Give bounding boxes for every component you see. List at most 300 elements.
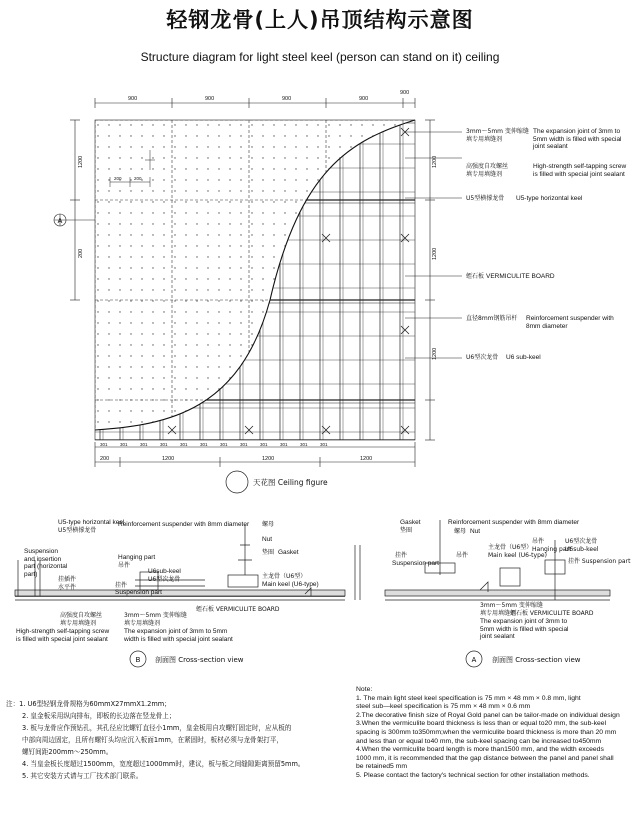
board-dot xyxy=(97,289,98,290)
board-dot xyxy=(152,377,153,378)
board-dot xyxy=(339,146,340,147)
board-dot xyxy=(218,212,219,213)
board-dot xyxy=(130,344,131,345)
board-dot xyxy=(273,377,274,378)
board-dot xyxy=(317,410,318,411)
board-dot xyxy=(262,124,263,125)
board-dot xyxy=(108,135,109,136)
board-dot xyxy=(240,344,241,345)
board-dot xyxy=(350,322,351,323)
board-dot xyxy=(251,355,252,356)
board-dot xyxy=(372,124,373,125)
board-dot xyxy=(328,355,329,356)
board-dot xyxy=(273,223,274,224)
board-dot xyxy=(185,300,186,301)
board-dot xyxy=(141,234,142,235)
board-dot xyxy=(174,300,175,301)
board-dot xyxy=(273,190,274,191)
board-dot xyxy=(97,124,98,125)
board-dot xyxy=(119,124,120,125)
board-dot xyxy=(229,190,230,191)
board-dot xyxy=(317,333,318,334)
board-dot xyxy=(174,135,175,136)
board-dot xyxy=(317,124,318,125)
a-u6sub: U6型次龙骨 U6sub-keel xyxy=(565,538,599,553)
board-dot xyxy=(284,410,285,411)
board-dot xyxy=(284,124,285,125)
board-dot xyxy=(251,201,252,202)
board-dot xyxy=(185,124,186,125)
board-dot xyxy=(130,388,131,389)
board-dot xyxy=(394,234,395,235)
board-dot xyxy=(119,333,120,334)
board-dot xyxy=(383,212,384,213)
board-dot xyxy=(163,168,164,169)
board-dot xyxy=(229,289,230,290)
board-dot xyxy=(317,322,318,323)
board-dot xyxy=(152,300,153,301)
board-dot xyxy=(141,168,142,169)
board-dot xyxy=(229,432,230,433)
board-dot xyxy=(163,432,164,433)
board-dot xyxy=(130,366,131,367)
board-dot xyxy=(273,344,274,345)
dim-left-value: 200 xyxy=(78,248,84,258)
board-dot xyxy=(229,421,230,422)
board-dot xyxy=(119,366,120,367)
board-dot xyxy=(207,300,208,301)
board-dot xyxy=(273,421,274,422)
board-dot xyxy=(339,124,340,125)
board-dot xyxy=(262,146,263,147)
board-dot xyxy=(295,322,296,323)
board-dot xyxy=(207,388,208,389)
board-dot xyxy=(251,278,252,279)
board-dot xyxy=(361,267,362,268)
board-dot xyxy=(218,146,219,147)
board-dot xyxy=(196,311,197,312)
board-dot xyxy=(328,377,329,378)
board-dot xyxy=(130,146,131,147)
board-dot xyxy=(273,135,274,136)
board-dot xyxy=(317,168,318,169)
board-dot xyxy=(185,201,186,202)
board-dot xyxy=(185,366,186,367)
board-dot xyxy=(218,135,219,136)
board-dot xyxy=(295,223,296,224)
board-dot xyxy=(174,377,175,378)
board-dot xyxy=(394,223,395,224)
board-dot xyxy=(350,234,351,235)
board-dot xyxy=(328,157,329,158)
board-dot xyxy=(130,432,131,433)
board-dot xyxy=(119,410,120,411)
board-dot xyxy=(196,212,197,213)
board-dot xyxy=(262,234,263,235)
board-dot xyxy=(405,410,406,411)
board-dot xyxy=(361,421,362,422)
board-dot xyxy=(273,432,274,433)
board-dot xyxy=(185,267,186,268)
dim-inner-value: 200 xyxy=(134,176,142,181)
b-reinf: Reinforcement suspender with 8mm diameter xyxy=(118,521,250,528)
board-dot xyxy=(152,333,153,334)
board-dot xyxy=(218,179,219,180)
board-dot xyxy=(185,388,186,389)
board-dot xyxy=(152,223,153,224)
board-dot xyxy=(372,168,373,169)
board-dot xyxy=(196,234,197,235)
board-dot xyxy=(394,410,395,411)
board-dot xyxy=(284,344,285,345)
dim-sub-value: 301 xyxy=(100,442,108,447)
board-dot xyxy=(350,157,351,158)
board-dot xyxy=(383,190,384,191)
board-dot xyxy=(240,322,241,323)
board-dot xyxy=(207,267,208,268)
board-dot xyxy=(350,223,351,224)
board-dot xyxy=(284,157,285,158)
board-dot xyxy=(383,278,384,279)
board-dot xyxy=(196,399,197,400)
board-dot xyxy=(218,311,219,312)
board-dot xyxy=(163,300,164,301)
board-dot xyxy=(185,355,186,356)
board-dot xyxy=(405,432,406,433)
board-dot xyxy=(251,179,252,180)
board-dot xyxy=(394,333,395,334)
board-dot xyxy=(350,245,351,246)
board-dot xyxy=(328,223,329,224)
b-screw-en: High-strength self-tapping screw is filled with special joint sealant xyxy=(16,628,110,643)
board-dot xyxy=(108,410,109,411)
dim-bottom-value: 1200 xyxy=(262,456,275,462)
board-dot xyxy=(317,234,318,235)
board-dot xyxy=(141,135,142,136)
board-dot xyxy=(218,421,219,422)
note-en-line: 5. Please contact the factory's technical section for other installation methods. xyxy=(356,771,590,779)
note-cn-line: 中部向周边固定，且所有螺钉头均应沉入板面1mm，在紧固时，板材必须与龙骨架打平， xyxy=(22,736,284,744)
board-dot xyxy=(306,245,307,246)
board-dot xyxy=(196,223,197,224)
b-screw-cn: 高强度自攻螺丝 填专用填缝剂 xyxy=(60,612,103,627)
board-dot xyxy=(119,256,120,257)
board-dot xyxy=(317,355,318,356)
board-dot xyxy=(207,355,208,356)
board-dot xyxy=(240,256,241,257)
board-dot xyxy=(317,432,318,433)
board-dot xyxy=(229,245,230,246)
board-dot xyxy=(163,366,164,367)
board-dot xyxy=(174,311,175,312)
board-dot xyxy=(174,234,175,235)
board-dot xyxy=(361,355,362,356)
board-dot xyxy=(383,333,384,334)
board-dot xyxy=(97,322,98,323)
b-suspension-cn: 挂插件 水平件 xyxy=(58,576,77,591)
dim-sub-value: 301 xyxy=(140,442,148,447)
board-dot xyxy=(306,366,307,367)
board-dot xyxy=(163,311,164,312)
board-dot xyxy=(163,212,164,213)
b-joint-en: The expansion joint of 3mm to 5mm width is filled with special joint sealant xyxy=(124,628,233,643)
board-dot xyxy=(174,256,175,257)
board-dot xyxy=(273,179,274,180)
board-dot xyxy=(152,410,153,411)
board-dot xyxy=(108,234,109,235)
board-dot xyxy=(350,278,351,279)
board-dot xyxy=(130,256,131,257)
dim-sub-value: 301 xyxy=(280,442,288,447)
board-dot xyxy=(196,267,197,268)
board-dot xyxy=(284,355,285,356)
note-cn-line: 螺钉间距200mm～250mm。 xyxy=(22,748,113,756)
plan-curve xyxy=(95,120,415,430)
board-dot xyxy=(108,201,109,202)
a-gasket-en: Gasket xyxy=(400,519,421,526)
board-dot xyxy=(251,190,252,191)
board-dot xyxy=(383,322,384,323)
board-dot xyxy=(394,289,395,290)
board-dot xyxy=(207,234,208,235)
board-dot xyxy=(273,256,274,257)
page-subtitle: Structure diagram for light steel keel (person can stand on it) ceiling xyxy=(140,50,500,64)
board-dot xyxy=(361,212,362,213)
board-dot xyxy=(229,256,230,257)
board-dot xyxy=(405,245,406,246)
board-dot xyxy=(240,168,241,169)
board-dot xyxy=(185,322,186,323)
board-dot xyxy=(218,410,219,411)
board-dot xyxy=(152,190,153,191)
board-dot xyxy=(130,124,131,125)
board-dot xyxy=(273,333,274,334)
dim-sub-value: 301 xyxy=(160,442,168,447)
board-dot xyxy=(163,234,164,235)
board-dot xyxy=(350,256,351,257)
board-dot xyxy=(306,256,307,257)
board-dot xyxy=(405,168,406,169)
board-dot xyxy=(141,157,142,158)
board-dot xyxy=(97,278,98,279)
a-susp-cn: 挂件 xyxy=(395,552,408,559)
board-dot xyxy=(174,344,175,345)
board-dot xyxy=(141,377,142,378)
dim-sub-value: 301 xyxy=(300,442,308,447)
board-dot xyxy=(350,146,351,147)
board-dot xyxy=(372,366,373,367)
board-dot xyxy=(163,267,164,268)
board-dot xyxy=(361,168,362,169)
note-cn-line: 注：1. U6型轻钢龙骨规格为60mmX27mmX1.2mm； xyxy=(6,700,171,708)
board-dot xyxy=(295,190,296,191)
board-dot xyxy=(240,234,241,235)
board-dot xyxy=(196,377,197,378)
board-dot xyxy=(152,212,153,213)
board-dot xyxy=(306,135,307,136)
board-dot xyxy=(361,432,362,433)
board-dot xyxy=(317,344,318,345)
board-dot xyxy=(372,289,373,290)
board-dot xyxy=(174,212,175,213)
board-dot xyxy=(284,377,285,378)
board-dot xyxy=(284,421,285,422)
board-dot xyxy=(141,344,142,345)
board-dot xyxy=(163,223,164,224)
callout-u6-cn: U6型次龙骨 xyxy=(466,354,499,361)
board-dot xyxy=(251,322,252,323)
board-dot xyxy=(361,278,362,279)
section-a-label: 剖面图 Cross-section view xyxy=(492,656,581,664)
board-dot xyxy=(306,190,307,191)
board-dot xyxy=(163,289,164,290)
board-dot xyxy=(361,179,362,180)
board-dot xyxy=(141,256,142,257)
board-dot xyxy=(240,267,241,268)
board-dot xyxy=(108,355,109,356)
board-dot xyxy=(361,201,362,202)
board-dot xyxy=(295,124,296,125)
board-dot xyxy=(372,377,373,378)
a-nut-cn: 螺母 xyxy=(454,528,467,535)
board-dot xyxy=(108,267,109,268)
board-dot xyxy=(218,157,219,158)
board-dot xyxy=(174,421,175,422)
board-dot xyxy=(207,179,208,180)
board-dot xyxy=(196,168,197,169)
board-dot xyxy=(229,157,230,158)
board-dot xyxy=(130,322,131,323)
board-dot xyxy=(185,256,186,257)
a-joint-en: The expansion joint of 3mm to 5mm width is filled with special joint sealant xyxy=(480,618,569,640)
board-dot xyxy=(218,355,219,356)
board-dot xyxy=(207,421,208,422)
board-dot xyxy=(240,300,241,301)
b-vermi: 蛭石板 VERMICULITE BOARD xyxy=(196,606,280,613)
board-dot xyxy=(350,267,351,268)
board-dot xyxy=(108,245,109,246)
board-dot xyxy=(229,278,230,279)
board-dot xyxy=(130,267,131,268)
dim-bottom-value: 1200 xyxy=(162,456,175,462)
board-dot xyxy=(295,179,296,180)
board-dot xyxy=(350,135,351,136)
board-dot xyxy=(207,190,208,191)
board-dot xyxy=(328,267,329,268)
board-dot xyxy=(119,201,120,202)
board-dot xyxy=(163,399,164,400)
board-dot xyxy=(119,223,120,224)
board-dot xyxy=(372,256,373,257)
board-dot xyxy=(251,366,252,367)
board-dot xyxy=(119,212,120,213)
board-dot xyxy=(108,190,109,191)
board-dot xyxy=(372,212,373,213)
board-dot xyxy=(251,234,252,235)
board-dot xyxy=(361,388,362,389)
callout-u6-en: U6 sub-keel xyxy=(506,354,541,361)
board-dot xyxy=(97,355,98,356)
board-dot xyxy=(383,245,384,246)
board-dot xyxy=(141,245,142,246)
board-dot xyxy=(273,168,274,169)
board-dot xyxy=(405,355,406,356)
note-en-line: 4.When the vermiculite board length is more than1500 mm, and the width exceeds xyxy=(356,746,604,754)
board-dot xyxy=(350,421,351,422)
board-dot xyxy=(119,300,120,301)
board-dot xyxy=(185,157,186,158)
dim-right-value: 1200 xyxy=(432,347,438,360)
board-dot xyxy=(229,300,230,301)
board-dot xyxy=(185,278,186,279)
board-dot xyxy=(196,278,197,279)
board-dot xyxy=(394,267,395,268)
board-dot xyxy=(405,212,406,213)
board-dot xyxy=(196,344,197,345)
board-dot xyxy=(196,300,197,301)
board-dot xyxy=(262,300,263,301)
board-dot xyxy=(405,256,406,257)
board-dot xyxy=(141,124,142,125)
board-dot xyxy=(361,135,362,136)
note-cn-line: 4. 当皇金板长度超过1500mm，宽度超过1000mm时，建议，板与板之间缝隙距离预留5mm。 xyxy=(22,760,305,768)
board-dot xyxy=(394,421,395,422)
board-dot xyxy=(328,124,329,125)
board-dot xyxy=(229,267,230,268)
board-dot xyxy=(295,388,296,389)
board-dot xyxy=(295,421,296,422)
board-dot xyxy=(372,333,373,334)
board-dot xyxy=(361,322,362,323)
board-dot xyxy=(284,432,285,433)
board-dot xyxy=(251,146,252,147)
board-dot xyxy=(119,135,120,136)
board-dot xyxy=(196,179,197,180)
a-mainkeel: 主龙骨（U6型） Main keel (U6-type) xyxy=(488,544,547,559)
board-dot xyxy=(317,157,318,158)
board-dot xyxy=(361,245,362,246)
board-dot xyxy=(306,410,307,411)
board-dot xyxy=(152,179,153,180)
board-dot xyxy=(141,201,142,202)
board-dot xyxy=(306,421,307,422)
board-dot xyxy=(350,344,351,345)
board-dot xyxy=(119,146,120,147)
board-dot xyxy=(394,179,395,180)
board-dot xyxy=(130,289,131,290)
board-dot xyxy=(350,388,351,389)
b-u5-cn: U5型横撑龙骨 xyxy=(58,527,97,534)
board-dot xyxy=(328,410,329,411)
board-dot xyxy=(350,432,351,433)
board-dot xyxy=(350,190,351,191)
board-dot xyxy=(350,355,351,356)
dim-top-value: 900 xyxy=(282,96,292,102)
board-dot xyxy=(240,355,241,356)
board-dot xyxy=(317,245,318,246)
board-dot xyxy=(251,124,252,125)
dim-right-value: 1200 xyxy=(432,155,438,168)
board-dot xyxy=(108,344,109,345)
board-dot xyxy=(207,289,208,290)
board-dot xyxy=(229,355,230,356)
board-dot xyxy=(251,333,252,334)
board-dot xyxy=(218,366,219,367)
callout-joint-cn: 3mm～5mm 变伸缩缝 填专用填缝剂 xyxy=(466,128,529,143)
board-dot xyxy=(207,256,208,257)
board-dot xyxy=(229,223,230,224)
board-dot xyxy=(185,223,186,224)
